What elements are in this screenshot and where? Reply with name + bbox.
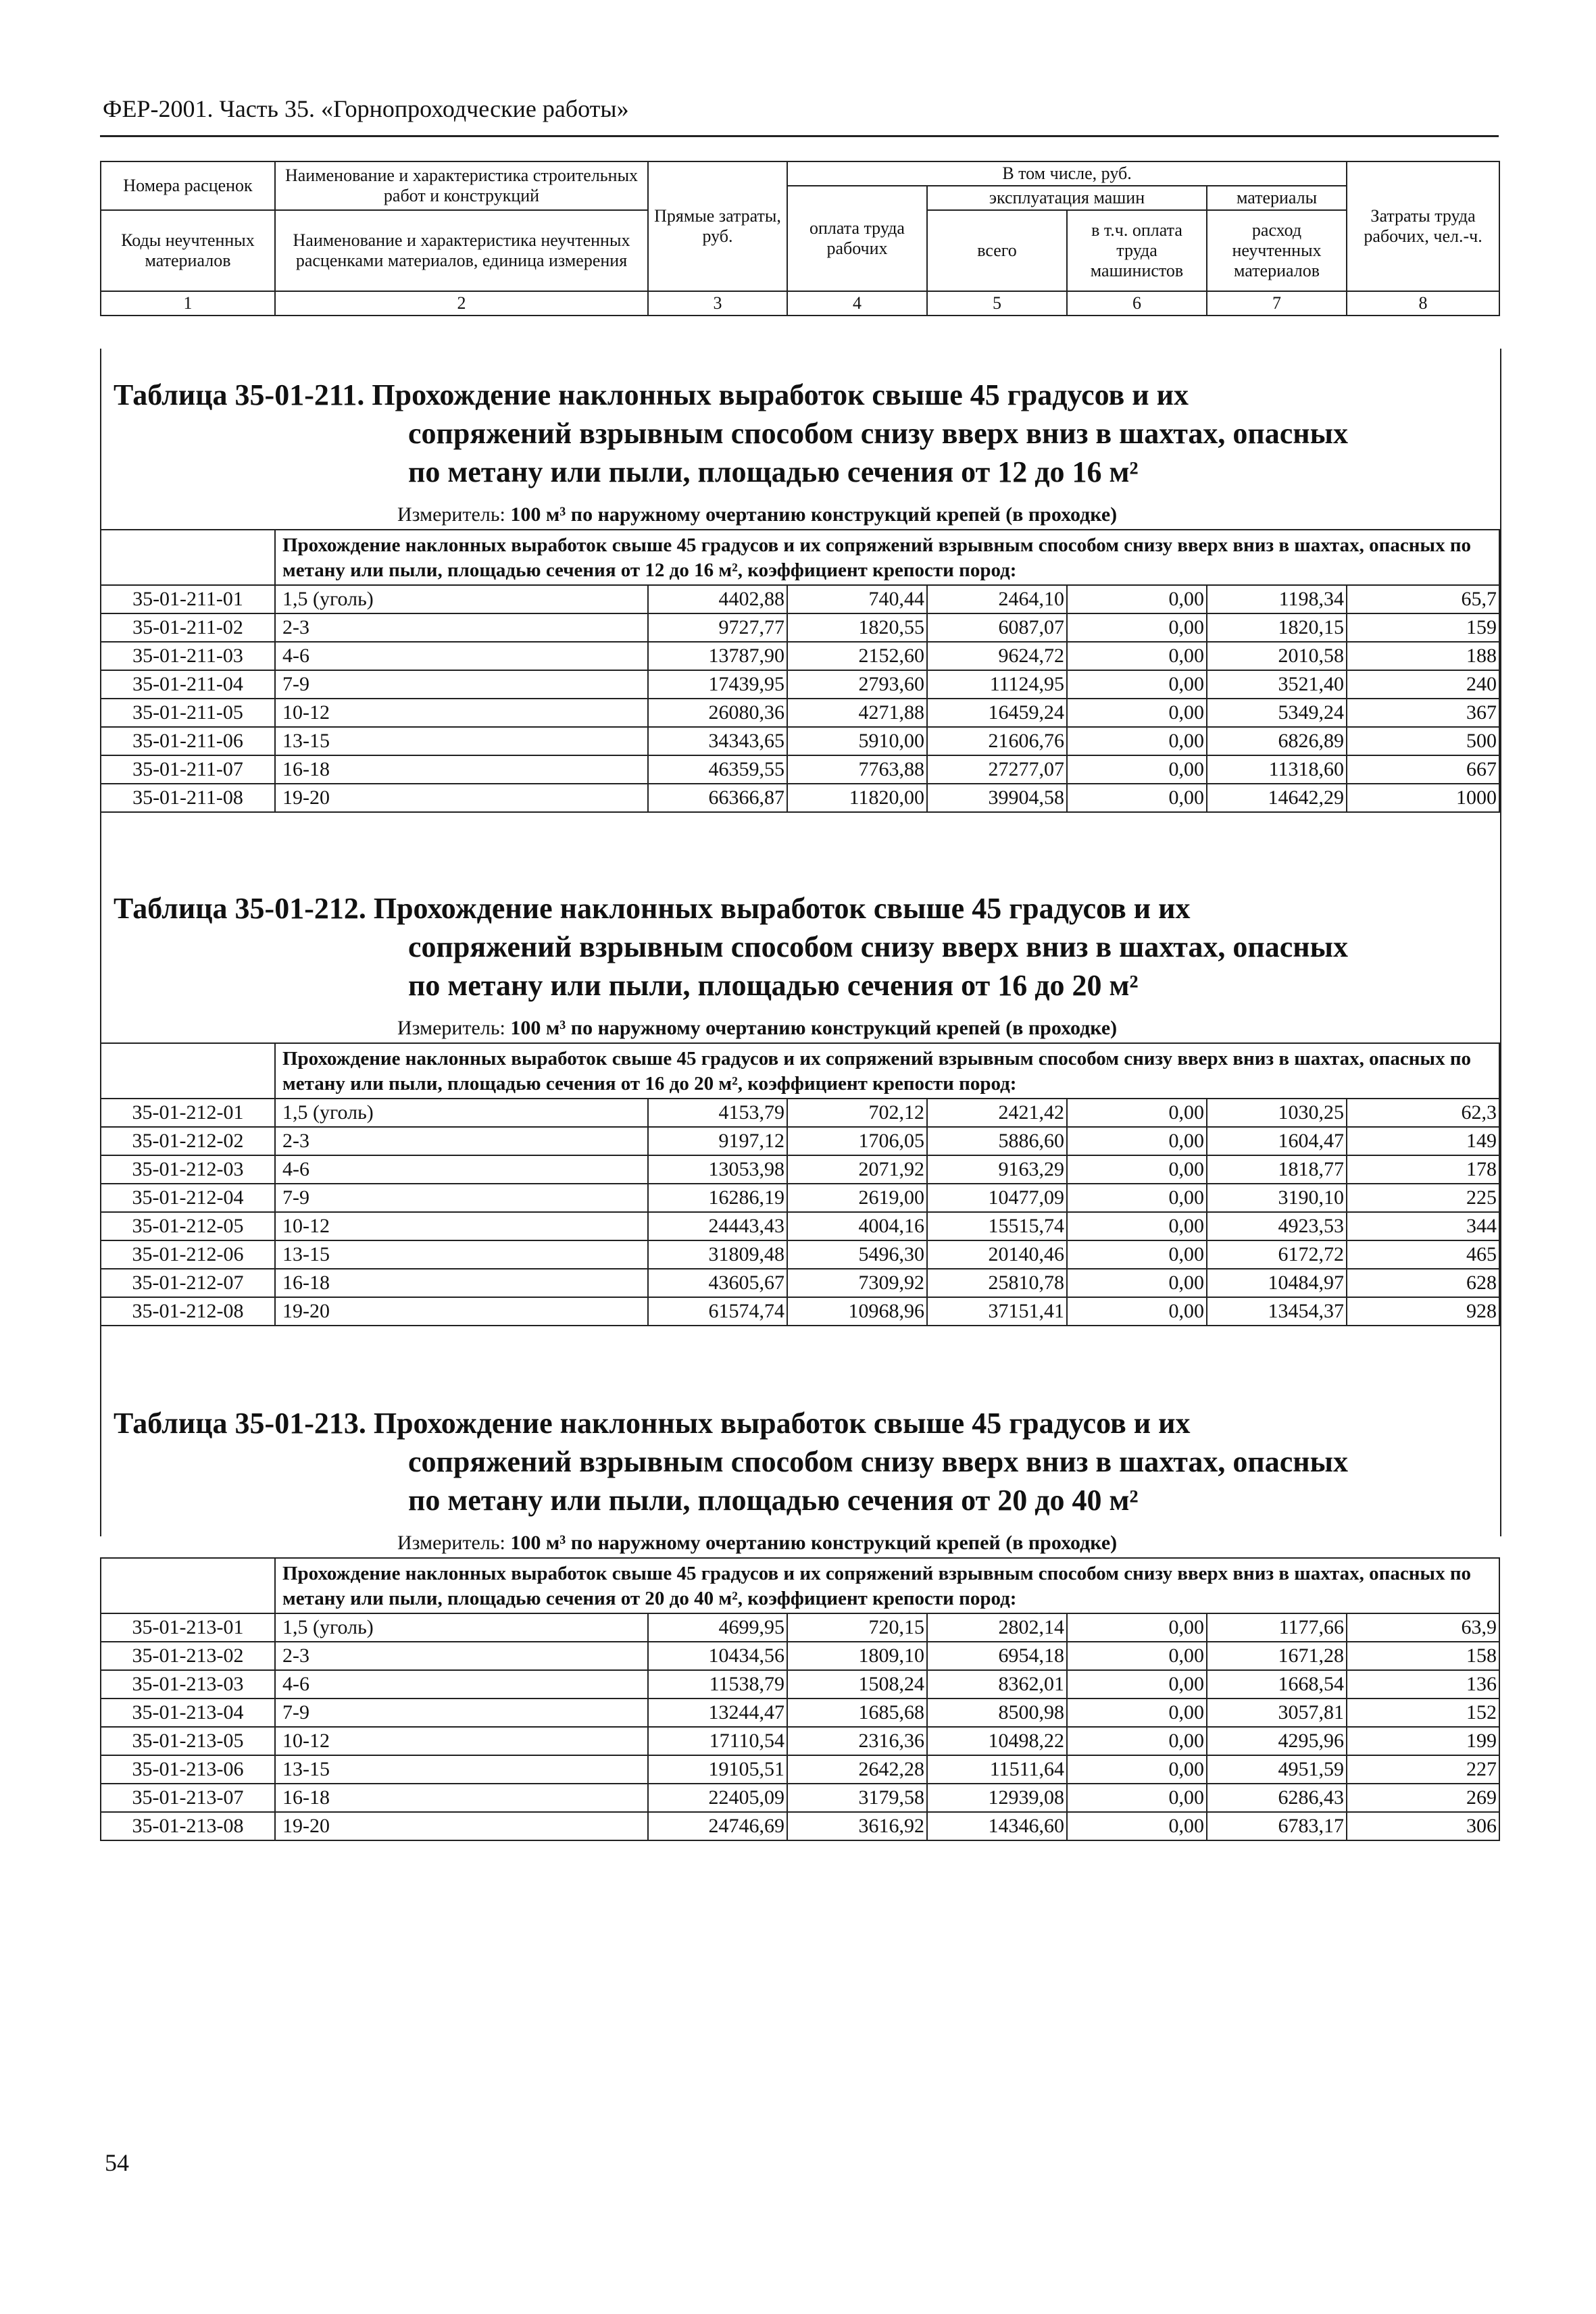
measure-line [397,502,1499,528]
rate-code-cell: 35-01-211-08 [101,784,275,812]
labor-hours-cell: 1000 [1347,784,1499,812]
direct-costs-cell: 19105,51 [648,1755,787,1784]
operator-pay-cell: 0,00 [1067,1127,1207,1155]
direct-costs-cell: 4153,79 [648,1099,787,1127]
machines-total-cell: 9624,72 [927,642,1067,670]
header-direct-costs: Прямые затраты, руб. [648,161,787,291]
column-number: 2 [275,291,648,316]
operator-pay-cell: 0,00 [1067,1613,1207,1642]
section-label: Таблица 35-01-213. [114,1407,366,1440]
direct-costs-cell: 22405,09 [648,1784,787,1812]
direct-costs-cell: 13053,98 [648,1155,787,1184]
direct-costs-cell: 24746,69 [648,1812,787,1840]
table-row [101,755,1499,784]
worker-pay-cell: 720,15 [787,1613,927,1642]
rate-code-cell: 35-01-211-04 [101,670,275,699]
operator-pay-cell: 0,00 [1067,1642,1207,1670]
worker-pay-cell: 3179,58 [787,1784,927,1812]
rate-code-cell: 35-01-212-05 [101,1212,275,1240]
rate-code-cell: 35-01-213-05 [101,1727,275,1755]
machines-total-cell: 5886,60 [927,1127,1067,1155]
operator-pay-cell: 0,00 [1067,1269,1207,1297]
operator-pay-cell: 0,00 [1067,1755,1207,1784]
measure-label: Измеритель: [397,1532,505,1554]
column-number: 6 [1067,291,1207,316]
operator-pay-cell: 0,00 [1067,1155,1207,1184]
rate-code-cell: 35-01-212-08 [101,1297,275,1326]
labor-hours-cell: 306 [1347,1812,1499,1840]
materials-usage-cell: 4923,53 [1207,1212,1347,1240]
machines-total-cell: 16459,24 [927,699,1067,727]
rock-hardness-cell: 10-12 [275,1212,648,1240]
operator-pay-cell: 0,00 [1067,1240,1207,1269]
section-title-line: сопряжений взрывным способом снизу вверх вниз в шахтах, опасных [408,930,1348,963]
direct-costs-cell: 17110,54 [648,1727,787,1755]
materials-usage-cell: 11318,60 [1207,755,1347,784]
measure-label: Измеритель: [397,503,505,526]
materials-usage-cell: 10484,97 [1207,1269,1347,1297]
operator-pay-cell: 0,00 [1067,1184,1207,1212]
operator-pay-cell: 0,00 [1067,670,1207,699]
materials-usage-cell: 1030,25 [1207,1099,1347,1127]
rate-code-cell: 35-01-213-06 [101,1755,275,1784]
operator-pay-cell: 0,00 [1067,699,1207,727]
rock-hardness-cell: 10-12 [275,699,648,727]
machines-total-cell: 2802,14 [927,1613,1067,1642]
machines-total-cell: 11124,95 [927,670,1067,699]
header-worker-pay: оплата труда рабочих [787,186,927,291]
materials-usage-cell: 1198,34 [1207,585,1347,613]
worker-pay-cell: 5496,30 [787,1240,927,1269]
worker-pay-cell: 1809,10 [787,1642,927,1670]
table-section [100,1404,1499,1841]
table-row [101,1642,1499,1670]
worker-pay-cell: 702,12 [787,1099,927,1127]
worker-pay-cell: 5910,00 [787,727,927,755]
measure-label: Измеритель: [397,1017,505,1039]
group-description: Прохождение наклонных выработок свыше 45 градусов и их сопряжений взрывным способом снизу вверх вниз в шахтах, опасных по метану или пыли, площадью сечения от 12 до 16 м², коэффициент крепости пород: [275,530,1499,585]
materials-usage-cell: 6826,89 [1207,727,1347,755]
labor-hours-cell: 465 [1347,1240,1499,1269]
header-machines-total: всего [927,210,1067,291]
machines-total-cell: 25810,78 [927,1269,1067,1297]
machines-total-cell: 37151,41 [927,1297,1067,1326]
materials-usage-cell: 3190,10 [1207,1184,1347,1212]
rate-code-cell: 35-01-212-01 [101,1099,275,1127]
column-header-table [100,161,1500,316]
group-row [101,530,1499,585]
labor-hours-cell: 63,9 [1347,1613,1499,1642]
rock-hardness-cell: 16-18 [275,1784,648,1812]
section-title-line: по метану или пыли, площадью сечения от 16 до 20 м² [408,969,1139,1002]
measure-text: 100 м³ по наружному очертанию конструкций крепей (в проходке) [510,1017,1118,1039]
rock-hardness-cell: 4-6 [275,1670,648,1699]
materials-usage-cell: 1818,77 [1207,1155,1347,1184]
header-material-usage: расход неучтенных материалов [1207,210,1347,291]
labor-hours-cell: 667 [1347,755,1499,784]
direct-costs-cell: 34343,65 [648,727,787,755]
labor-hours-cell: 178 [1347,1155,1499,1184]
direct-costs-cell: 13787,90 [648,642,787,670]
direct-costs-cell: 9197,12 [648,1127,787,1155]
table-row [101,1127,1499,1155]
direct-costs-cell: 26080,36 [648,699,787,727]
rates-table [100,1042,1500,1326]
table-row [101,1155,1499,1184]
labor-hours-cell: 159 [1347,613,1499,642]
rock-hardness-cell: 2-3 [275,1642,648,1670]
materials-usage-cell: 14642,29 [1207,784,1347,812]
rock-hardness-cell: 19-20 [275,784,648,812]
machines-total-cell: 21606,76 [927,727,1067,755]
rock-hardness-cell: 1,5 (уголь) [275,1613,648,1642]
group-row [101,1558,1499,1613]
section-label: Таблица 35-01-212. [114,892,366,925]
rock-hardness-cell: 19-20 [275,1297,648,1326]
labor-hours-cell: 928 [1347,1297,1499,1326]
rate-code-cell: 35-01-213-08 [101,1812,275,1840]
page-number: 54 [105,2149,129,2176]
rock-hardness-cell: 7-9 [275,1184,648,1212]
rock-hardness-cell: 7-9 [275,670,648,699]
rock-hardness-cell: 4-6 [275,1155,648,1184]
group-description: Прохождение наклонных выработок свыше 45 градусов и их сопряжений взрывным способом снизу вверх вниз в шахтах, опасных по метану или пыли, площадью сечения от 16 до 20 м², коэффициент крепости пород: [275,1043,1499,1099]
section-title-line: по метану или пыли, площадью сечения от 20 до 40 м² [408,1484,1139,1517]
machines-total-cell: 9163,29 [927,1155,1067,1184]
table-row [101,699,1499,727]
worker-pay-cell: 2642,28 [787,1755,927,1784]
operator-pay-cell: 0,00 [1067,1670,1207,1699]
rate-code-cell: 35-01-212-02 [101,1127,275,1155]
rock-hardness-cell: 19-20 [275,1812,648,1840]
table-row [101,1212,1499,1240]
header-rule [100,135,1499,137]
labor-hours-cell: 344 [1347,1212,1499,1240]
direct-costs-cell: 10434,56 [648,1642,787,1670]
column-number: 5 [927,291,1067,316]
group-description: Прохождение наклонных выработок свыше 45 градусов и их сопряжений взрывным способом снизу вверх вниз в шахтах, опасных по метану или пыли, площадью сечения от 20 до 40 м², коэффициент крепости пород: [275,1558,1499,1613]
operator-pay-cell: 0,00 [1067,1212,1207,1240]
group-blank-cell [101,1558,275,1613]
column-number: 3 [648,291,787,316]
direct-costs-cell: 4699,95 [648,1613,787,1642]
rate-code-cell: 35-01-213-03 [101,1670,275,1699]
materials-usage-cell: 6783,17 [1207,1812,1347,1840]
labor-hours-cell: 199 [1347,1727,1499,1755]
worker-pay-cell: 2316,36 [787,1727,927,1755]
worker-pay-cell: 10968,96 [787,1297,927,1326]
machines-total-cell: 15515,74 [927,1212,1067,1240]
measure-text: 100 м³ по наружному очертанию конструкций крепей (в проходке) [510,1532,1118,1554]
table-section [100,376,1499,813]
rate-code-cell: 35-01-211-01 [101,585,275,613]
worker-pay-cell: 1706,05 [787,1127,927,1155]
section-title-line: Прохождение наклонных выработок свыше 45 градусов и их [373,892,1191,925]
labor-hours-cell: 158 [1347,1642,1499,1670]
measure-line [397,1530,1499,1556]
machines-total-cell: 6954,18 [927,1642,1067,1670]
machines-total-cell: 12939,08 [927,1784,1067,1812]
table-row [101,670,1499,699]
operator-pay-cell: 0,00 [1067,1784,1207,1812]
rock-hardness-cell: 1,5 (уголь) [275,585,648,613]
rock-hardness-cell: 13-15 [275,1240,648,1269]
table-row [101,784,1499,812]
rates-table [100,529,1500,813]
operator-pay-cell: 0,00 [1067,727,1207,755]
labor-hours-cell: 367 [1347,699,1499,727]
operator-pay-cell: 0,00 [1067,1099,1207,1127]
table-row [101,642,1499,670]
rate-code-cell: 35-01-212-06 [101,1240,275,1269]
direct-costs-cell: 46359,55 [648,755,787,784]
section-title-line: сопряжений взрывным способом снизу вверх вниз в шахтах, опасных [408,1445,1348,1478]
worker-pay-cell: 2071,92 [787,1155,927,1184]
machines-total-cell: 6087,07 [927,613,1067,642]
rate-code-cell: 35-01-212-07 [101,1269,275,1297]
materials-usage-cell: 3057,81 [1207,1699,1347,1727]
worker-pay-cell: 3616,92 [787,1812,927,1840]
labor-hours-cell: 65,7 [1347,585,1499,613]
worker-pay-cell: 11820,00 [787,784,927,812]
machines-total-cell: 8500,98 [927,1699,1067,1727]
header-including: В том числе, руб. [787,161,1347,186]
rate-code-cell: 35-01-211-07 [101,755,275,784]
header-work-name: Наименование и характеристика строительных работ и конструкций [275,161,648,210]
section-label: Таблица 35-01-211. [114,378,365,411]
rate-code-cell: 35-01-213-02 [101,1642,275,1670]
rock-hardness-cell: 1,5 (уголь) [275,1099,648,1127]
header-rate-number: Номера расценок [101,161,275,210]
operator-pay-cell: 0,00 [1067,613,1207,642]
table-row [101,1297,1499,1326]
measure-text: 100 м³ по наружному очертанию конструкций крепей (в проходке) [510,503,1118,526]
worker-pay-cell: 7763,88 [787,755,927,784]
machines-total-cell: 8362,01 [927,1670,1067,1699]
operator-pay-cell: 0,00 [1067,1699,1207,1727]
machines-total-cell: 39904,58 [927,784,1067,812]
labor-hours-cell: 628 [1347,1269,1499,1297]
table-row [101,1099,1499,1127]
labor-hours-cell: 62,3 [1347,1099,1499,1127]
rate-code-cell: 35-01-213-01 [101,1613,275,1642]
materials-usage-cell: 1820,15 [1207,613,1347,642]
operator-pay-cell: 0,00 [1067,1297,1207,1326]
rock-hardness-cell: 16-18 [275,1269,648,1297]
machines-total-cell: 14346,60 [927,1812,1067,1840]
direct-costs-cell: 31809,48 [648,1240,787,1269]
worker-pay-cell: 1685,68 [787,1699,927,1727]
direct-costs-cell: 13244,47 [648,1699,787,1727]
direct-costs-cell: 11538,79 [648,1670,787,1699]
labor-hours-cell: 225 [1347,1184,1499,1212]
materials-usage-cell: 13454,37 [1207,1297,1347,1326]
materials-usage-cell: 4951,59 [1207,1755,1347,1784]
operator-pay-cell: 0,00 [1067,755,1207,784]
worker-pay-cell: 1508,24 [787,1670,927,1699]
materials-usage-cell: 4295,96 [1207,1727,1347,1755]
labor-hours-cell: 500 [1347,727,1499,755]
table-row [101,1613,1499,1642]
materials-usage-cell: 5349,24 [1207,699,1347,727]
table-row [101,585,1499,613]
labor-hours-cell: 227 [1347,1755,1499,1784]
machines-total-cell: 11511,64 [927,1755,1067,1784]
column-number: 4 [787,291,927,316]
table-row [101,1670,1499,1699]
machines-total-cell: 27277,07 [927,755,1067,784]
section-title-line: по метану или пыли, площадью сечения от 12 до 16 м² [408,455,1139,488]
rock-hardness-cell: 2-3 [275,1127,648,1155]
column-number: 7 [1207,291,1347,316]
table-row [101,1755,1499,1784]
section-title-line: Прохождение наклонных выработок свыше 45 градусов и их [373,1407,1191,1440]
worker-pay-cell: 740,44 [787,585,927,613]
machines-total-cell: 10477,09 [927,1184,1067,1212]
header-operator-pay: в т.ч. оплата труда машинистов [1067,210,1207,291]
materials-usage-cell: 6286,43 [1207,1784,1347,1812]
table-row [101,727,1499,755]
group-blank-cell [101,530,275,585]
worker-pay-cell: 4004,16 [787,1212,927,1240]
materials-usage-cell: 6172,72 [1207,1240,1347,1269]
measure-line [397,1015,1499,1041]
materials-usage-cell: 1177,66 [1207,1613,1347,1642]
rock-hardness-cell: 4-6 [275,642,648,670]
header-machines: эксплуатация машин [927,186,1207,210]
labor-hours-cell: 269 [1347,1784,1499,1812]
table-row [101,1784,1499,1812]
worker-pay-cell: 1820,55 [787,613,927,642]
labor-hours-cell: 149 [1347,1127,1499,1155]
group-blank-cell [101,1043,275,1099]
rock-hardness-cell: 16-18 [275,755,648,784]
operator-pay-cell: 0,00 [1067,1727,1207,1755]
direct-costs-cell: 17439,95 [648,670,787,699]
column-number: 8 [1347,291,1499,316]
operator-pay-cell: 0,00 [1067,642,1207,670]
section-title [114,1404,1499,1519]
rock-hardness-cell: 2-3 [275,613,648,642]
worker-pay-cell: 2152,60 [787,642,927,670]
rate-code-cell: 35-01-212-03 [101,1155,275,1184]
operator-pay-cell: 0,00 [1067,784,1207,812]
rate-code-cell: 35-01-211-05 [101,699,275,727]
table-row [101,1184,1499,1212]
rate-code-cell: 35-01-211-02 [101,613,275,642]
direct-costs-cell: 61574,74 [648,1297,787,1326]
rate-code-cell: 35-01-211-06 [101,727,275,755]
materials-usage-cell: 2010,58 [1207,642,1347,670]
worker-pay-cell: 7309,92 [787,1269,927,1297]
table-row [101,1699,1499,1727]
rock-hardness-cell: 10-12 [275,1727,648,1755]
document-title: ФЕР-2001. Часть 35. «Горнопроходческие работы» [103,95,629,122]
section-title [114,376,1499,491]
table-row [101,1812,1499,1840]
direct-costs-cell: 43605,67 [648,1269,787,1297]
direct-costs-cell: 66366,87 [648,784,787,812]
labor-hours-cell: 152 [1347,1699,1499,1727]
labor-hours-cell: 240 [1347,670,1499,699]
machines-total-cell: 20140,46 [927,1240,1067,1269]
table-row [101,1269,1499,1297]
materials-usage-cell: 1671,28 [1207,1642,1347,1670]
direct-costs-cell: 16286,19 [648,1184,787,1212]
header-material-codes: Коды неучтенных материалов [101,210,275,291]
rock-hardness-cell: 13-15 [275,1755,648,1784]
machines-total-cell: 2421,42 [927,1099,1067,1127]
rate-code-cell: 35-01-212-04 [101,1184,275,1212]
machines-total-cell: 10498,22 [927,1727,1067,1755]
rock-hardness-cell: 13-15 [275,727,648,755]
labor-hours-cell: 188 [1347,642,1499,670]
section-title-line: Прохождение наклонных выработок свыше 45 градусов и их [372,378,1189,411]
table-row [101,1240,1499,1269]
section-title [114,889,1499,1005]
worker-pay-cell: 2793,60 [787,670,927,699]
header-material-names: Наименование и характеристика неучтенных расценками материалов, единица измерения [275,210,648,291]
operator-pay-cell: 0,00 [1067,1812,1207,1840]
rate-code-cell: 35-01-213-04 [101,1699,275,1727]
worker-pay-cell: 4271,88 [787,699,927,727]
header-materials: материалы [1207,186,1347,210]
rock-hardness-cell: 7-9 [275,1699,648,1727]
rate-code-cell: 35-01-213-07 [101,1784,275,1812]
header-labor-hours: Затраты труда рабочих, чел.-ч. [1347,161,1499,291]
table-row [101,1727,1499,1755]
machines-total-cell: 2464,10 [927,585,1067,613]
direct-costs-cell: 24443,43 [648,1212,787,1240]
materials-usage-cell: 3521,40 [1207,670,1347,699]
operator-pay-cell: 0,00 [1067,585,1207,613]
materials-usage-cell: 1668,54 [1207,1670,1347,1699]
rates-table [100,1557,1500,1841]
column-number: 1 [101,291,275,316]
direct-costs-cell: 4402,88 [648,585,787,613]
table-row [101,613,1499,642]
table-section [100,889,1499,1326]
materials-usage-cell: 1604,47 [1207,1127,1347,1155]
worker-pay-cell: 2619,00 [787,1184,927,1212]
section-title-line: сопряжений взрывным способом снизу вверх вниз в шахтах, опасных [408,417,1348,450]
labor-hours-cell: 136 [1347,1670,1499,1699]
direct-costs-cell: 9727,77 [648,613,787,642]
rate-code-cell: 35-01-211-03 [101,642,275,670]
group-row [101,1043,1499,1099]
